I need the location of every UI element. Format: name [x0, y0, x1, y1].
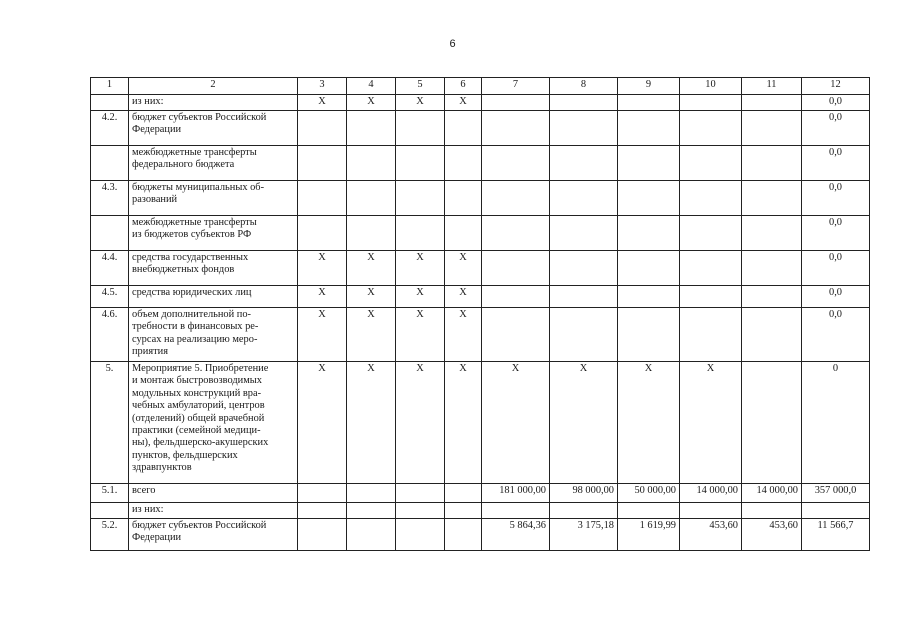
value-cell-c6: Х: [445, 251, 482, 286]
header-cell: 8: [550, 78, 618, 95]
value-cell-c11: [742, 251, 802, 286]
value-cell-c11: [742, 503, 802, 519]
value-cell-c6: [445, 111, 482, 146]
value-cell-c10: [680, 308, 742, 362]
value-cell-c12: 0,0: [802, 95, 870, 111]
value-cell-c11: [742, 216, 802, 251]
description-line: Федерации: [132, 532, 182, 544]
value-cell-c9: [618, 111, 680, 146]
header-cell: 4: [347, 78, 396, 95]
value-cell-c8: [550, 95, 618, 111]
value-cell-c11: [742, 111, 802, 146]
value-cell-c4: Х: [347, 95, 396, 111]
description-line: сурсах на реализацию меро-: [132, 333, 258, 345]
value-cell-c11: [742, 308, 802, 362]
table-row: [91, 308, 870, 362]
row-number-cell: 5.: [91, 362, 129, 484]
description-line: бюджеты муниципальных об-: [132, 182, 265, 193]
value-cell-c6: [445, 503, 482, 519]
row-number-cell: 4.6.: [91, 308, 129, 362]
value-cell-c4: [347, 146, 396, 181]
description-line: из бюджетов субъектов РФ: [132, 229, 252, 241]
value-cell-c8: [550, 181, 618, 216]
description-line: бюджет субъектов Российской: [132, 112, 267, 123]
description-line: из них:: [132, 504, 164, 515]
value-cell-c12: [802, 503, 870, 519]
value-cell-c10: [680, 146, 742, 181]
value-cell-c8: [550, 216, 618, 251]
description-line: Мероприятие 5. Приобретение: [132, 363, 269, 374]
row-number-cell: 4.2.: [91, 111, 129, 146]
table-row: [91, 181, 870, 216]
value-cell-c7: [482, 308, 550, 362]
description-line: межбюджетные трансферты: [132, 217, 257, 228]
value-cell-c9: Х: [618, 362, 680, 484]
header-cell: 2: [129, 78, 298, 95]
value-cell-c3: Х: [298, 95, 347, 111]
value-cell-c7: [482, 503, 550, 519]
value-cell-c8: [550, 503, 618, 519]
description-line: всего: [132, 485, 156, 496]
value-cell-c3: [298, 519, 347, 551]
value-cell-c8: [550, 146, 618, 181]
value-cell-c4: Х: [347, 251, 396, 286]
description-line: ны), фельдшерско-акушерских: [132, 437, 269, 449]
header-cell: 3: [298, 78, 347, 95]
value-cell-c10: [680, 503, 742, 519]
value-cell-c4: Х: [347, 362, 396, 484]
value-cell-c6: Х: [445, 95, 482, 111]
value-cell-c7: [482, 181, 550, 216]
value-cell-c9: [618, 503, 680, 519]
value-cell-c10: [680, 181, 742, 216]
value-cell-c10: [680, 95, 742, 111]
row-number-cell: [91, 216, 129, 251]
description-line: требности в финансовых ре-: [132, 321, 259, 333]
description-line: внебюджетных фондов: [132, 264, 235, 276]
value-cell-c3: [298, 503, 347, 519]
description-cell: [129, 519, 298, 551]
table-row: [91, 146, 870, 181]
value-cell-c3: [298, 484, 347, 503]
value-cell-c7: [482, 111, 550, 146]
value-cell-c8: [550, 308, 618, 362]
value-cell-c9: [618, 286, 680, 308]
value-cell-c6: Х: [445, 308, 482, 362]
value-cell-c8: [550, 251, 618, 286]
value-cell-c9: [618, 181, 680, 216]
value-cell-c10: [680, 251, 742, 286]
table-row: [91, 503, 870, 519]
financing-table: [90, 77, 870, 551]
description-cell: [129, 362, 298, 484]
value-cell-c11: [742, 286, 802, 308]
value-cell-c12: 0: [802, 362, 870, 484]
row-number-cell: 4.3.: [91, 181, 129, 216]
header-cell: 12: [802, 78, 870, 95]
value-cell-c6: [445, 181, 482, 216]
value-cell-c4: [347, 216, 396, 251]
value-cell-c11: [742, 95, 802, 111]
value-cell-c5: [396, 503, 445, 519]
row-number-cell: 4.5.: [91, 286, 129, 308]
description-cell: [129, 251, 298, 286]
description-line: Федерации: [132, 124, 182, 136]
value-cell-c6: [445, 146, 482, 181]
table-row: [91, 484, 870, 503]
value-cell-c12: 0,0: [802, 251, 870, 286]
value-cell-c6: Х: [445, 286, 482, 308]
value-cell-c4: [347, 484, 396, 503]
page-number: 6: [449, 38, 456, 50]
value-cell-c7: 5 864,36: [482, 519, 550, 551]
value-cell-c8: 98 000,00: [550, 484, 618, 503]
value-cell-c8: [550, 111, 618, 146]
value-cell-c8: [550, 286, 618, 308]
value-cell-c10: 14 000,00: [680, 484, 742, 503]
value-cell-c9: 50 000,00: [618, 484, 680, 503]
value-cell-c9: [618, 308, 680, 362]
value-cell-c11: [742, 181, 802, 216]
description-cell: [129, 146, 298, 181]
value-cell-c5: [396, 111, 445, 146]
value-cell-c5: Х: [396, 362, 445, 484]
value-cell-c3: [298, 181, 347, 216]
description-line: разований: [132, 194, 178, 206]
value-cell-c11: [742, 362, 802, 484]
value-cell-c4: [347, 519, 396, 551]
description-line: из них:: [132, 96, 164, 107]
row-number-cell: 4.4.: [91, 251, 129, 286]
value-cell-c5: [396, 484, 445, 503]
table-row: [91, 251, 870, 286]
value-cell-c4: Х: [347, 286, 396, 308]
header-cell: 5: [396, 78, 445, 95]
description-cell: [129, 503, 298, 519]
value-cell-c3: Х: [298, 286, 347, 308]
value-cell-c6: [445, 519, 482, 551]
description-line: и монтаж быстровозводимых: [132, 375, 262, 387]
value-cell-c12: 357 000,0: [802, 484, 870, 503]
description-line: практики (семейной медици-: [132, 425, 261, 437]
value-cell-c10: [680, 286, 742, 308]
description-line: приятия: [132, 346, 168, 358]
value-cell-c5: Х: [396, 308, 445, 362]
header-cell: 6: [445, 78, 482, 95]
value-cell-c4: [347, 503, 396, 519]
value-cell-c5: [396, 146, 445, 181]
value-cell-c3: [298, 146, 347, 181]
description-line: модульных конструкций вра-: [132, 387, 262, 399]
value-cell-c10: [680, 216, 742, 251]
row-number-cell: 5.1.: [91, 484, 129, 503]
value-cell-c9: 1 619,99: [618, 519, 680, 551]
value-cell-c10: Х: [680, 362, 742, 484]
value-cell-c11: 453,60: [742, 519, 802, 551]
value-cell-c12: 0,0: [802, 146, 870, 181]
description-line: объем дополнительной по-: [132, 309, 251, 320]
description-line: межбюджетные трансферты: [132, 147, 257, 158]
value-cell-c4: [347, 181, 396, 216]
table-row: [91, 286, 870, 308]
value-cell-c11: [742, 146, 802, 181]
value-cell-c10: 453,60: [680, 519, 742, 551]
header-cell: 10: [680, 78, 742, 95]
description-line: средства государственных: [132, 252, 249, 263]
value-cell-c4: [347, 111, 396, 146]
description-cell: [129, 95, 298, 111]
value-cell-c12: 0,0: [802, 216, 870, 251]
value-cell-c6: [445, 484, 482, 503]
value-cell-c5: [396, 181, 445, 216]
value-cell-c7: Х: [482, 362, 550, 484]
table-row: [91, 111, 870, 146]
value-cell-c4: Х: [347, 308, 396, 362]
value-cell-c3: [298, 111, 347, 146]
value-cell-c5: Х: [396, 251, 445, 286]
value-cell-c12: 11 566,7: [802, 519, 870, 551]
value-cell-c9: [618, 95, 680, 111]
value-cell-c5: [396, 216, 445, 251]
value-cell-c7: 181 000,00: [482, 484, 550, 503]
row-number-cell: [91, 503, 129, 519]
value-cell-c8: Х: [550, 362, 618, 484]
header-cell: 9: [618, 78, 680, 95]
row-number-cell: [91, 146, 129, 181]
value-cell-c5: Х: [396, 286, 445, 308]
table-row: [91, 362, 870, 484]
header-cell: 11: [742, 78, 802, 95]
description-line: бюджет субъектов Российской: [132, 520, 267, 531]
value-cell-c7: [482, 146, 550, 181]
row-number-cell: [91, 95, 129, 111]
value-cell-c7: [482, 216, 550, 251]
description-line: здравпунктов: [132, 462, 192, 474]
value-cell-c3: Х: [298, 362, 347, 484]
value-cell-c3: Х: [298, 251, 347, 286]
description-line: чебных амбулаторий, центров: [132, 400, 265, 412]
row-number-cell: 5.2.: [91, 519, 129, 551]
value-cell-c9: [618, 251, 680, 286]
value-cell-c12: 0,0: [802, 308, 870, 362]
value-cell-c6: Х: [445, 362, 482, 484]
header-cell: 7: [482, 78, 550, 95]
header-row: [91, 78, 870, 95]
value-cell-c3: [298, 216, 347, 251]
value-cell-c12: 0,0: [802, 111, 870, 146]
description-line: средства юридических лиц: [132, 287, 252, 298]
header-cell: 1: [91, 78, 129, 95]
value-cell-c9: [618, 216, 680, 251]
description-cell: [129, 181, 298, 216]
description-line: (отделений) общей врачебной: [132, 412, 265, 424]
value-cell-c3: Х: [298, 308, 347, 362]
table-row: [91, 519, 870, 551]
value-cell-c6: [445, 216, 482, 251]
description-cell: [129, 484, 298, 503]
value-cell-c11: 14 000,00: [742, 484, 802, 503]
value-cell-c5: [396, 519, 445, 551]
description-line: пунктов, фельдшерских: [132, 449, 238, 461]
description-line: федерального бюджета: [132, 159, 235, 171]
table-row: [91, 95, 870, 111]
description-cell: [129, 308, 298, 362]
table-row: [91, 216, 870, 251]
value-cell-c7: [482, 251, 550, 286]
value-cell-c9: [618, 146, 680, 181]
description-cell: [129, 286, 298, 308]
value-cell-c12: 0,0: [802, 181, 870, 216]
value-cell-c12: 0,0: [802, 286, 870, 308]
value-cell-c7: [482, 286, 550, 308]
description-cell: [129, 111, 298, 146]
value-cell-c7: [482, 95, 550, 111]
description-cell: [129, 216, 298, 251]
value-cell-c8: 3 175,18: [550, 519, 618, 551]
value-cell-c10: [680, 111, 742, 146]
value-cell-c5: Х: [396, 95, 445, 111]
